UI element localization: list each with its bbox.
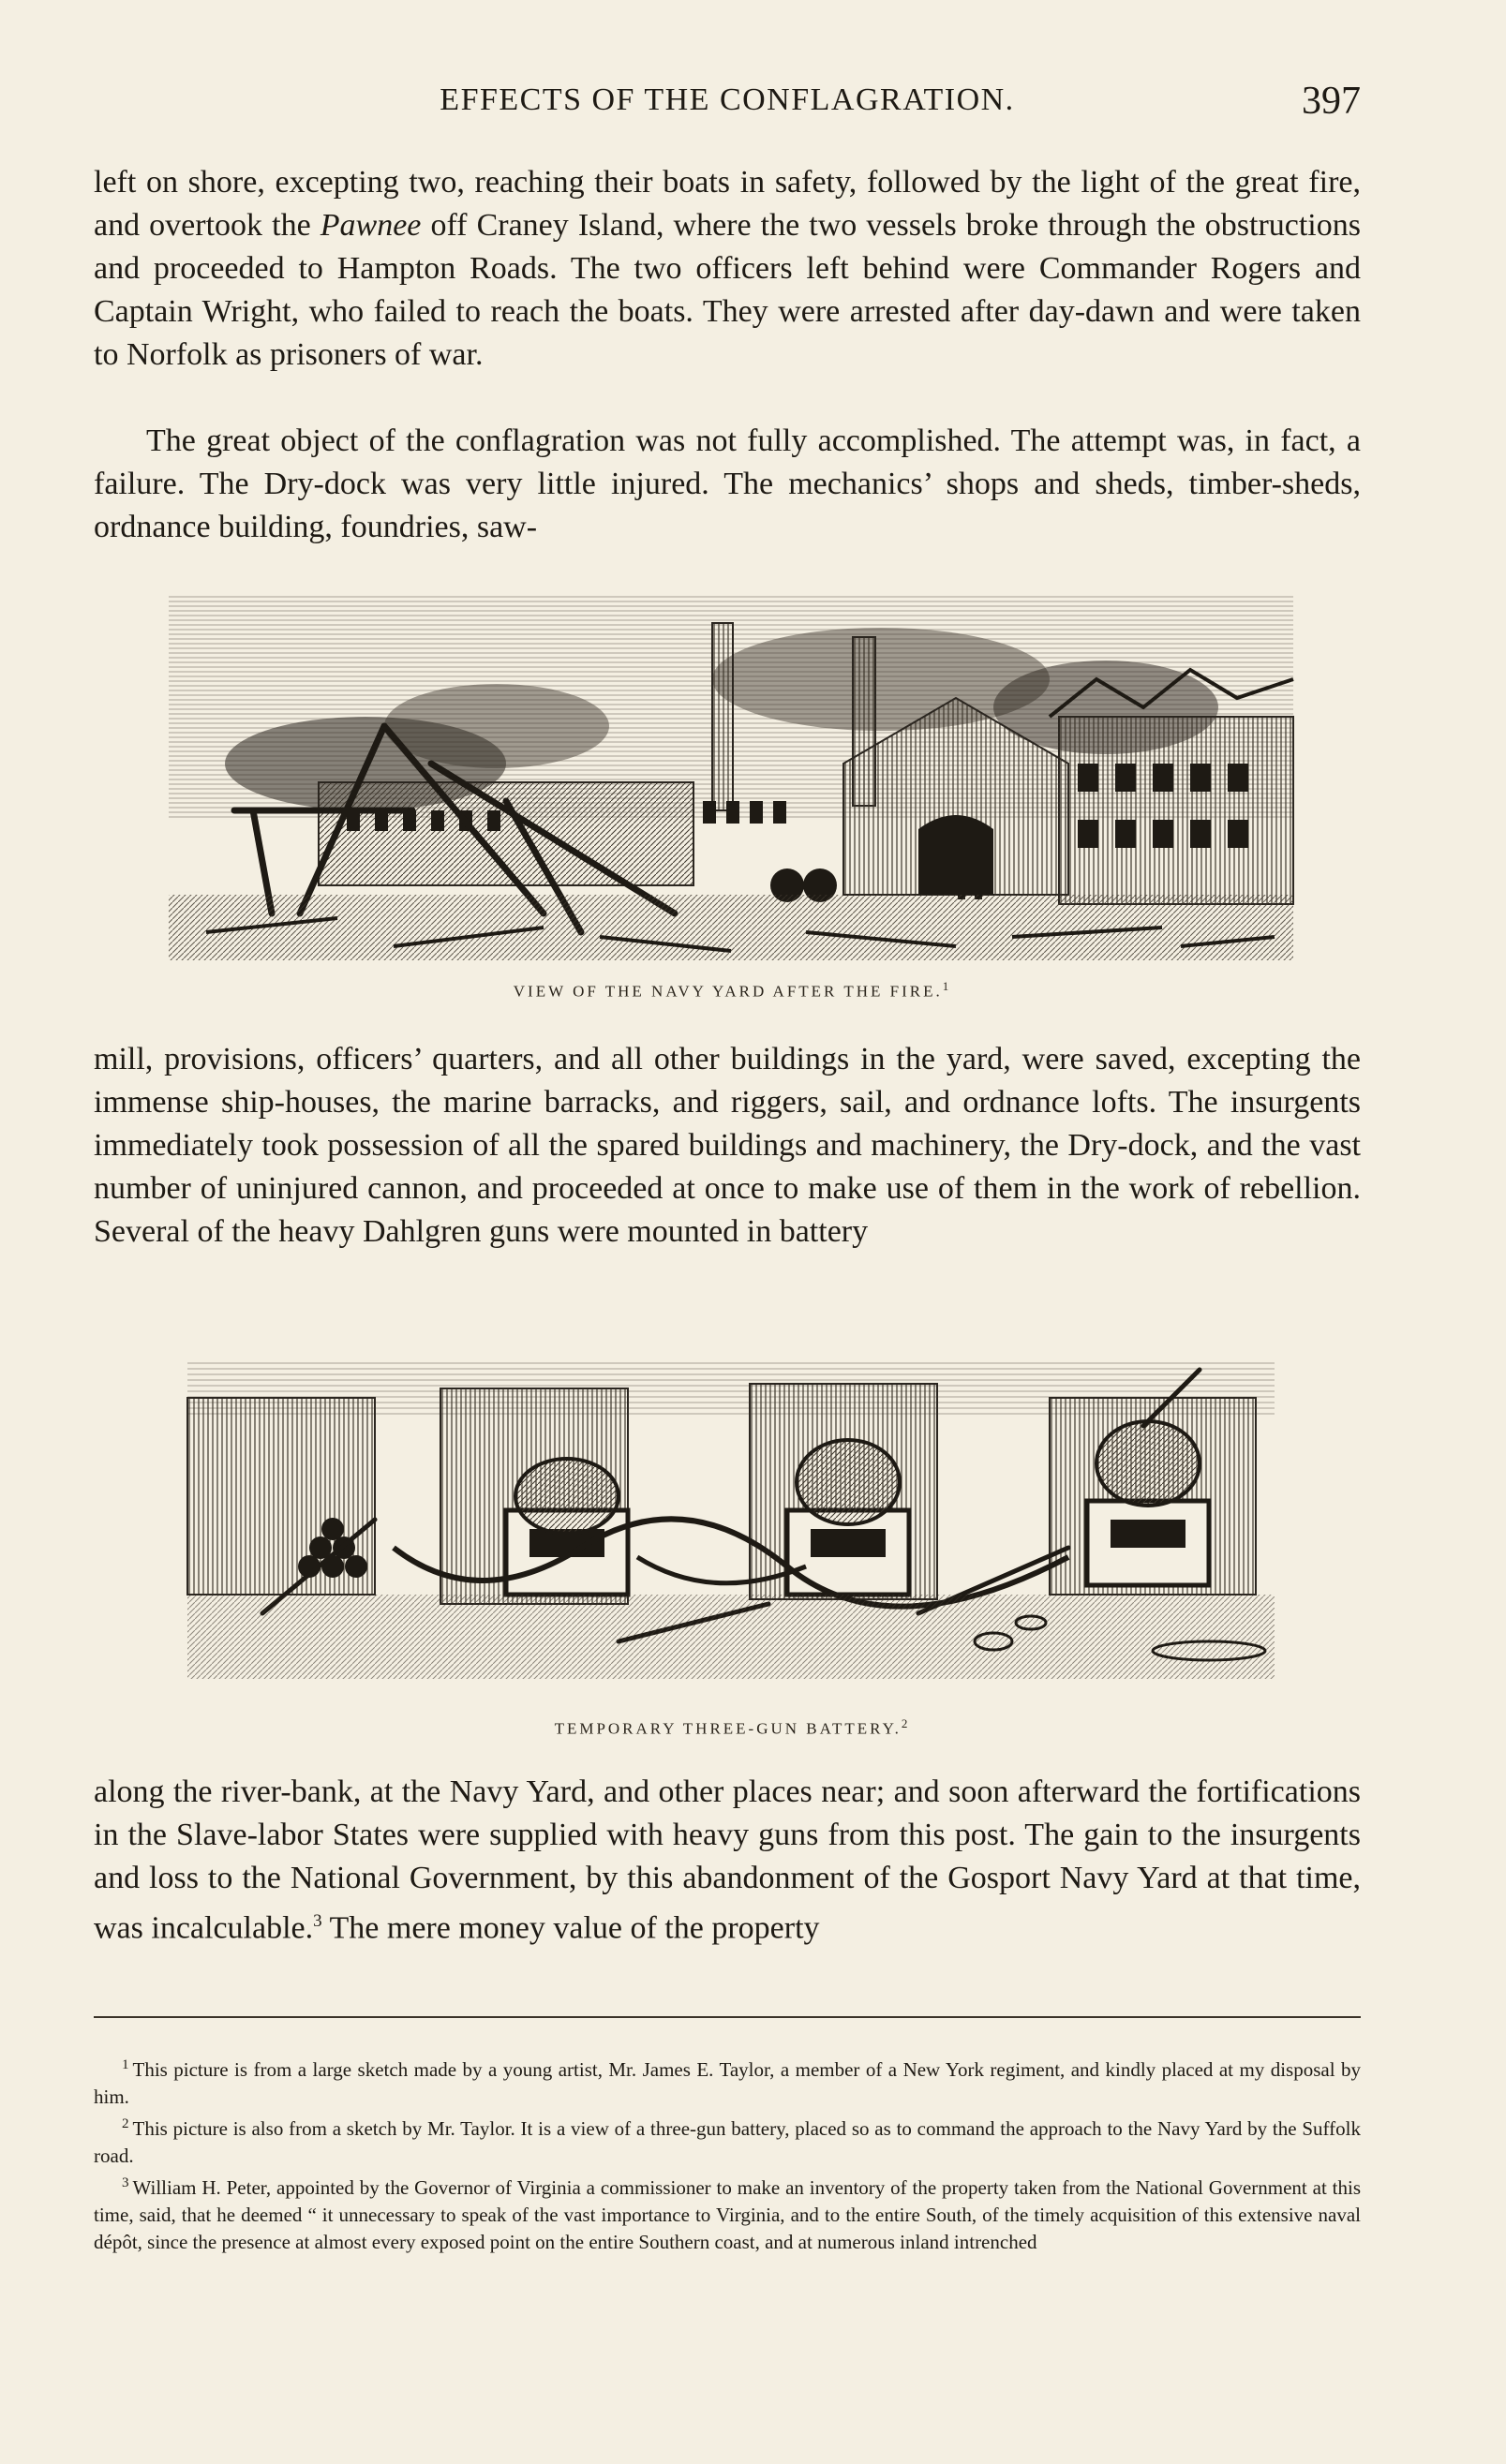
footnotes bbox=[94, 2052, 1361, 2256]
figure-gun-battery bbox=[150, 1332, 1312, 1739]
paragraph-1-text-a: left on shore, excepting two, reaching their boats in safety, followed by the light of the great fire, and overtook the bbox=[94, 165, 1361, 243]
footnote-1-text: This picture is from a large sketch made by a young artist, Mr. James E. Taylor, a member of a New York regiment, and kindly placed at my disposal by him. bbox=[94, 2058, 1361, 2108]
figure-1-note-mark: 1 bbox=[942, 979, 949, 993]
page-number: 397 bbox=[1302, 80, 1361, 123]
book-page bbox=[94, 0, 1361, 2464]
navy-yard-engraving bbox=[150, 576, 1312, 970]
paragraph-2 bbox=[94, 420, 1361, 549]
ship-name-pawnee: Pawnee bbox=[320, 208, 422, 243]
running-head bbox=[94, 82, 1361, 131]
figure-1-caption bbox=[150, 979, 1312, 1002]
figure-2-caption-text: TEMPORARY THREE-GUN BATTERY. bbox=[554, 1719, 902, 1738]
paragraph-1-text-b: off Craney Island, where the two vessels broke through the obstructions and proceeded to Hampton Roads. The two officers left behind were Commander Rogers and Captain Wright, who failed to reach the boats. They were arrested after day-dawn and were taken to Norfolk as prisoners of war. bbox=[94, 208, 1361, 372]
footnote-2-mark: 2 bbox=[122, 2116, 129, 2131]
footnote-3-mark: 3 bbox=[122, 2175, 129, 2190]
paragraph-4-text-b: The mere money value of the property bbox=[321, 1910, 820, 1946]
running-title: EFFECTS OF THE CONFLAGRATION. bbox=[440, 82, 1015, 117]
paragraph-1 bbox=[94, 161, 1361, 377]
paragraph-3-text: mill, provisions, officers’ quarters, and all other buildings in the yard, were saved, excepting the immense ship-houses, the marine barracks, and riggers, sail, and ordnance lofts. The insurgents immediately took possession of all the spared buildings and machinery, the Dry-dock, and the vast number of uninjured cannon, and proceeded at once to make use of them in the work of rebellion. Several of the heavy Dahlgren guns were mounted in battery bbox=[94, 1042, 1361, 1249]
footnote-3-ref: 3 bbox=[313, 1911, 322, 1931]
footnote-2 bbox=[94, 2111, 1361, 2170]
footnote-1-mark: 1 bbox=[122, 2057, 129, 2072]
paragraph-2-text: The great object of the conflagration was not fully accomplished. The attempt was, in fact, a failure. The Dry-dock was very little injured. The mechanics’ shops and sheds, timber-sheds, ordnance building, foundries, saw- bbox=[94, 423, 1361, 544]
gun-battery-engraving bbox=[150, 1332, 1312, 1707]
paragraph-4-text-a: along the river-bank, at the Navy Yard, and other places near; and soon afterward the fortifications in the Slave-labor States were supplied with heavy guns from this post. The gain to the insurgents and loss to the National Government, by this abandonment of the Gosport Navy Yard at that time, was incalculable. bbox=[94, 1774, 1361, 1946]
figure-1-caption-text: VIEW OF THE NAVY YARD AFTER THE FIRE. bbox=[513, 982, 943, 1001]
footnote-3-text: William H. Peter, appointed by the Governor of Virginia a commissioner to make an inventory of the property taken from the National Government at this time, said, that he deemed “ it unnecessary to speak of the vast importance to Virginia, and to the entire South, of the timely acquisition of this extensive naval dépôt, since the presence at almost every exposed point on the entire Southern coast, and at numerous inland intrenched bbox=[94, 2176, 1361, 2253]
footnote-3 bbox=[94, 2170, 1361, 2256]
paragraph-4 bbox=[94, 1771, 1361, 1950]
paragraph-3 bbox=[94, 1038, 1361, 1254]
figure-2-caption bbox=[150, 1716, 1312, 1739]
figure-2-note-mark: 2 bbox=[901, 1716, 908, 1730]
figure-navy-yard bbox=[150, 576, 1312, 1002]
footnote-rule bbox=[94, 2016, 1361, 2018]
footnote-2-text: This picture is also from a sketch by Mr. Taylor. It is a view of a three-gun battery, placed so as to command the approach to the Navy Yard by the Suffolk road. bbox=[94, 2117, 1361, 2167]
footnote-1 bbox=[94, 2052, 1361, 2111]
